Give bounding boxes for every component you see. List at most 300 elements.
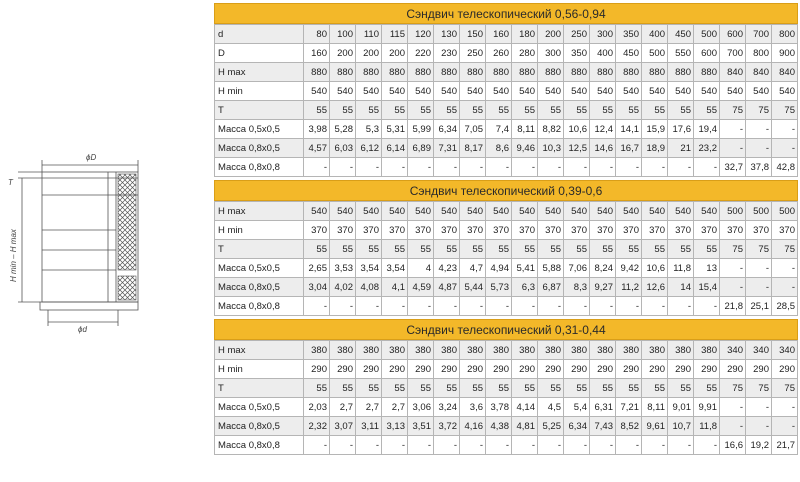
table-cell: 340 bbox=[772, 341, 798, 360]
table-cell: 700 bbox=[746, 25, 772, 44]
table-cell: 290 bbox=[720, 360, 746, 379]
table-cell: - bbox=[382, 158, 408, 177]
table-cell: 7,31 bbox=[434, 139, 460, 158]
table-cell: 16,7 bbox=[616, 139, 642, 158]
row-label: T bbox=[215, 379, 304, 398]
table-cell: 540 bbox=[460, 202, 486, 221]
table-cell: 55 bbox=[486, 101, 512, 120]
table-cell: 290 bbox=[330, 360, 356, 379]
table-cell: 6,89 bbox=[408, 139, 434, 158]
table-cell: - bbox=[694, 436, 720, 455]
table-cell: 7,21 bbox=[616, 398, 642, 417]
table-row bbox=[215, 25, 798, 44]
table-cell: 290 bbox=[356, 360, 382, 379]
table-cell: - bbox=[434, 297, 460, 316]
table-cell: 5,28 bbox=[330, 120, 356, 139]
table-cell: 3,53 bbox=[330, 259, 356, 278]
table-cell: - bbox=[746, 278, 772, 297]
table-cell: 8,82 bbox=[538, 120, 564, 139]
table-cell: 800 bbox=[772, 25, 798, 44]
table-cell: 75 bbox=[720, 379, 746, 398]
table-cell: 600 bbox=[694, 44, 720, 63]
table-cell: 370 bbox=[772, 221, 798, 240]
table-cell: 55 bbox=[642, 101, 668, 120]
table-cell: 55 bbox=[512, 240, 538, 259]
table-cell: 55 bbox=[434, 240, 460, 259]
table-cell: 3,72 bbox=[434, 417, 460, 436]
table-cell: 540 bbox=[616, 82, 642, 101]
table-cell: 880 bbox=[694, 63, 720, 82]
table-row bbox=[215, 379, 798, 398]
table-cell: 10,3 bbox=[538, 139, 564, 158]
table-cell: 300 bbox=[538, 44, 564, 63]
table-row bbox=[215, 139, 798, 158]
table-cell: 540 bbox=[642, 202, 668, 221]
table-cell: 18,9 bbox=[642, 139, 668, 158]
table-cell: - bbox=[460, 158, 486, 177]
table-row bbox=[215, 259, 798, 278]
table-cell: - bbox=[642, 436, 668, 455]
table-cell: 5,31 bbox=[382, 120, 408, 139]
table-cell: 260 bbox=[486, 44, 512, 63]
table-cell: 380 bbox=[668, 341, 694, 360]
row-label: d bbox=[215, 25, 304, 44]
table-cell: 55 bbox=[616, 101, 642, 120]
table-cell: 55 bbox=[642, 379, 668, 398]
table-cell: 14 bbox=[668, 278, 694, 297]
table-cell: 55 bbox=[330, 379, 356, 398]
table-cell: 3,98 bbox=[304, 120, 330, 139]
table-cell: 7,43 bbox=[590, 417, 616, 436]
table-cell: 75 bbox=[746, 240, 772, 259]
table-cell: 55 bbox=[434, 101, 460, 120]
table-cell: - bbox=[720, 278, 746, 297]
table-cell: 11,8 bbox=[668, 259, 694, 278]
table-cell: 540 bbox=[564, 82, 590, 101]
table-cell: 370 bbox=[720, 221, 746, 240]
table-cell: 380 bbox=[304, 341, 330, 360]
table-cell: 4,1 bbox=[382, 278, 408, 297]
row-label: H max bbox=[215, 202, 304, 221]
table-cell: 540 bbox=[304, 202, 330, 221]
spec-table bbox=[214, 340, 798, 455]
table-cell: 12,4 bbox=[590, 120, 616, 139]
table-cell: 290 bbox=[746, 360, 772, 379]
table-cell: 8,11 bbox=[512, 120, 538, 139]
table-cell: - bbox=[408, 436, 434, 455]
table-cell: 3,54 bbox=[356, 259, 382, 278]
table-row bbox=[215, 44, 798, 63]
table-cell: - bbox=[616, 158, 642, 177]
table-cell: 290 bbox=[460, 360, 486, 379]
table-row bbox=[215, 436, 798, 455]
table-cell: 5,73 bbox=[486, 278, 512, 297]
table-cell: 160 bbox=[304, 44, 330, 63]
table-cell: - bbox=[616, 436, 642, 455]
table-cell: 6,34 bbox=[564, 417, 590, 436]
table-cell: 75 bbox=[746, 101, 772, 120]
table-cell: 370 bbox=[460, 221, 486, 240]
table-cell: 380 bbox=[356, 341, 382, 360]
table-cell: 10,6 bbox=[564, 120, 590, 139]
table-cell: 540 bbox=[382, 202, 408, 221]
table-cell: - bbox=[434, 436, 460, 455]
table-cell: 400 bbox=[642, 25, 668, 44]
table-cell: - bbox=[772, 417, 798, 436]
table-cell: 290 bbox=[304, 360, 330, 379]
table-cell: 200 bbox=[356, 44, 382, 63]
table-cell: 540 bbox=[382, 82, 408, 101]
table-cell: 230 bbox=[434, 44, 460, 63]
table-cell: 160 bbox=[486, 25, 512, 44]
table-cell: - bbox=[538, 158, 564, 177]
table-cell: - bbox=[720, 139, 746, 158]
table-cell: 8,11 bbox=[642, 398, 668, 417]
table-cell: - bbox=[382, 297, 408, 316]
row-label: H min bbox=[215, 360, 304, 379]
table-cell: - bbox=[330, 297, 356, 316]
table-cell: 540 bbox=[330, 82, 356, 101]
table-cell: 200 bbox=[330, 44, 356, 63]
table-cell: 4,57 bbox=[304, 139, 330, 158]
table-cell: 370 bbox=[486, 221, 512, 240]
table-cell: 370 bbox=[330, 221, 356, 240]
dim-H-label: H min – H max bbox=[9, 229, 18, 282]
row-label: H max bbox=[215, 341, 304, 360]
table-cell: 290 bbox=[590, 360, 616, 379]
table-cell: 800 bbox=[746, 44, 772, 63]
table-cell: - bbox=[356, 436, 382, 455]
table-cell: 14,1 bbox=[616, 120, 642, 139]
table-cell: 380 bbox=[460, 341, 486, 360]
table-cell: 3,07 bbox=[330, 417, 356, 436]
table-cell: - bbox=[564, 436, 590, 455]
table-cell: 55 bbox=[460, 101, 486, 120]
table-cell: - bbox=[512, 297, 538, 316]
table-cell: 5,4 bbox=[564, 398, 590, 417]
table-cell: 380 bbox=[538, 341, 564, 360]
table-cell: 3,51 bbox=[408, 417, 434, 436]
table-cell: 290 bbox=[772, 360, 798, 379]
table-cell: 13 bbox=[694, 259, 720, 278]
table-cell: 370 bbox=[434, 221, 460, 240]
table-cell: 290 bbox=[434, 360, 460, 379]
table-cell: 75 bbox=[772, 379, 798, 398]
table-cell: 75 bbox=[772, 240, 798, 259]
table-cell: 290 bbox=[616, 360, 642, 379]
table-cell: 400 bbox=[590, 44, 616, 63]
table-cell: 370 bbox=[642, 221, 668, 240]
table-cell: 55 bbox=[382, 101, 408, 120]
table-cell: 220 bbox=[408, 44, 434, 63]
table-cell: 23,2 bbox=[694, 139, 720, 158]
table-cell: 9,91 bbox=[694, 398, 720, 417]
table-cell: 8,24 bbox=[590, 259, 616, 278]
table-cell: 32,7 bbox=[720, 158, 746, 177]
table-cell: 5,88 bbox=[538, 259, 564, 278]
table-cell: 290 bbox=[512, 360, 538, 379]
table-cell: 250 bbox=[460, 44, 486, 63]
table-cell: - bbox=[720, 259, 746, 278]
table-cell: 9,61 bbox=[642, 417, 668, 436]
table-cell: 130 bbox=[434, 25, 460, 44]
table-cell: 25,1 bbox=[746, 297, 772, 316]
table-cell: - bbox=[616, 297, 642, 316]
table-cell: 9,01 bbox=[668, 398, 694, 417]
table-cell: 880 bbox=[538, 63, 564, 82]
table-cell: 540 bbox=[512, 82, 538, 101]
table-cell: 8,52 bbox=[616, 417, 642, 436]
table-row bbox=[215, 278, 798, 297]
table-cell: 8,3 bbox=[564, 278, 590, 297]
table-cell: - bbox=[330, 436, 356, 455]
dim-D-label: ϕD bbox=[86, 153, 97, 162]
table-cell: 5,41 bbox=[512, 259, 538, 278]
table-cell: 6,3 bbox=[512, 278, 538, 297]
table-cell: 12,6 bbox=[642, 278, 668, 297]
table-cell: 380 bbox=[434, 341, 460, 360]
table-cell: 4,14 bbox=[512, 398, 538, 417]
table-cell: 880 bbox=[564, 63, 590, 82]
table-cell: 2,7 bbox=[382, 398, 408, 417]
table-cell: - bbox=[356, 158, 382, 177]
row-label: Масса 0,8х0,5 bbox=[215, 139, 304, 158]
table-cell: - bbox=[590, 297, 616, 316]
table-cell: 840 bbox=[746, 63, 772, 82]
table-cell: 7,06 bbox=[564, 259, 590, 278]
table-cell: 380 bbox=[382, 341, 408, 360]
table-cell: 55 bbox=[382, 379, 408, 398]
table-cell: 540 bbox=[304, 82, 330, 101]
table-cell: 290 bbox=[564, 360, 590, 379]
table-cell: - bbox=[746, 417, 772, 436]
table-cell: 55 bbox=[382, 240, 408, 259]
table-cell: 370 bbox=[590, 221, 616, 240]
row-label: Масса 0,8х0,5 bbox=[215, 278, 304, 297]
table-cell: 880 bbox=[330, 63, 356, 82]
table-cell: 2,03 bbox=[304, 398, 330, 417]
table-cell: 75 bbox=[720, 101, 746, 120]
table-cell: 9,46 bbox=[512, 139, 538, 158]
table-cell: 3,6 bbox=[460, 398, 486, 417]
table-cell: 500 bbox=[772, 202, 798, 221]
table-cell: 55 bbox=[538, 101, 564, 120]
table-cell: 6,12 bbox=[356, 139, 382, 158]
table-cell: 21 bbox=[668, 139, 694, 158]
table-cell: 340 bbox=[720, 341, 746, 360]
section-title: Сэндвич телескопический 0,31-0,44 bbox=[214, 319, 798, 340]
table-cell: - bbox=[486, 297, 512, 316]
table-cell: - bbox=[304, 436, 330, 455]
table-cell: - bbox=[330, 158, 356, 177]
table-cell: 5,44 bbox=[460, 278, 486, 297]
table-cell: 75 bbox=[746, 379, 772, 398]
table-cell: 880 bbox=[590, 63, 616, 82]
table-cell: - bbox=[668, 297, 694, 316]
table-cell: - bbox=[382, 436, 408, 455]
table-cell: 500 bbox=[694, 25, 720, 44]
spec-table bbox=[214, 24, 798, 177]
table-cell: - bbox=[746, 259, 772, 278]
table-cell: - bbox=[538, 436, 564, 455]
table-cell: 540 bbox=[460, 82, 486, 101]
table-cell: 540 bbox=[486, 202, 512, 221]
table-cell: - bbox=[460, 297, 486, 316]
table-cell: 75 bbox=[720, 240, 746, 259]
table-cell: 2,32 bbox=[304, 417, 330, 436]
table-row bbox=[215, 398, 798, 417]
table-row bbox=[215, 240, 798, 259]
table-cell: - bbox=[642, 158, 668, 177]
table-cell: 55 bbox=[616, 379, 642, 398]
table-cell: 4,81 bbox=[512, 417, 538, 436]
table-cell: 55 bbox=[512, 101, 538, 120]
table-cell: 540 bbox=[538, 82, 564, 101]
table-cell: 55 bbox=[434, 379, 460, 398]
table-cell: 6,03 bbox=[330, 139, 356, 158]
table-cell: 55 bbox=[564, 240, 590, 259]
table-cell: 540 bbox=[668, 202, 694, 221]
table-cell: 55 bbox=[590, 379, 616, 398]
table-cell: 10,6 bbox=[642, 259, 668, 278]
table-cell: 370 bbox=[512, 221, 538, 240]
table-cell: 55 bbox=[668, 379, 694, 398]
table-cell: 55 bbox=[408, 379, 434, 398]
table-cell: 55 bbox=[564, 379, 590, 398]
table-cell: 3,06 bbox=[408, 398, 434, 417]
table-cell: 350 bbox=[616, 25, 642, 44]
table-cell: 370 bbox=[694, 221, 720, 240]
table-cell: - bbox=[694, 158, 720, 177]
table-cell: 5,25 bbox=[538, 417, 564, 436]
table-cell: - bbox=[564, 297, 590, 316]
table-cell: 370 bbox=[616, 221, 642, 240]
table-cell: 55 bbox=[564, 101, 590, 120]
table-cell: 150 bbox=[460, 25, 486, 44]
table-cell: - bbox=[720, 398, 746, 417]
table-cell: 880 bbox=[642, 63, 668, 82]
table-cell: - bbox=[746, 139, 772, 158]
table-cell: 540 bbox=[434, 82, 460, 101]
table-cell: 4,7 bbox=[460, 259, 486, 278]
row-label: T bbox=[215, 240, 304, 259]
table-cell: 3,04 bbox=[304, 278, 330, 297]
table-cell: 880 bbox=[434, 63, 460, 82]
table-cell: 880 bbox=[304, 63, 330, 82]
table-row bbox=[215, 63, 798, 82]
table-cell: 250 bbox=[564, 25, 590, 44]
table-cell: 540 bbox=[356, 202, 382, 221]
table-cell: 28,5 bbox=[772, 297, 798, 316]
table-cell: 16,6 bbox=[720, 436, 746, 455]
table-cell: 3,78 bbox=[486, 398, 512, 417]
table-cell: 290 bbox=[538, 360, 564, 379]
table-cell: 380 bbox=[642, 341, 668, 360]
table-cell: 3,11 bbox=[356, 417, 382, 436]
table-cell: 180 bbox=[512, 25, 538, 44]
table-row bbox=[215, 82, 798, 101]
table-cell: 55 bbox=[356, 240, 382, 259]
table-cell: 540 bbox=[538, 202, 564, 221]
table-cell: - bbox=[512, 436, 538, 455]
table-cell: 11,8 bbox=[694, 417, 720, 436]
table-cell: - bbox=[486, 158, 512, 177]
table-cell: 540 bbox=[720, 82, 746, 101]
table-cell: - bbox=[486, 436, 512, 455]
table-cell: 55 bbox=[486, 240, 512, 259]
table-cell: 880 bbox=[460, 63, 486, 82]
table-cell: 4 bbox=[408, 259, 434, 278]
table-cell: 540 bbox=[694, 82, 720, 101]
table-cell: 880 bbox=[512, 63, 538, 82]
table-cell: 55 bbox=[590, 240, 616, 259]
table-cell: 370 bbox=[564, 221, 590, 240]
table-cell: 200 bbox=[382, 44, 408, 63]
table-cell: 55 bbox=[616, 240, 642, 259]
table-cell: 75 bbox=[772, 101, 798, 120]
table-cell: 380 bbox=[616, 341, 642, 360]
row-label: H max bbox=[215, 63, 304, 82]
table-cell: 55 bbox=[408, 240, 434, 259]
table-cell: 80 bbox=[304, 25, 330, 44]
row-label: H min bbox=[215, 221, 304, 240]
table-cell: 3,54 bbox=[382, 259, 408, 278]
table-cell: 370 bbox=[408, 221, 434, 240]
table-row bbox=[215, 341, 798, 360]
spec-table bbox=[214, 201, 798, 316]
table-cell: 9,27 bbox=[590, 278, 616, 297]
table-cell: 300 bbox=[590, 25, 616, 44]
table-cell: 55 bbox=[356, 101, 382, 120]
table-cell: 290 bbox=[382, 360, 408, 379]
row-label: Масса 0,8х0,5 bbox=[215, 417, 304, 436]
table-cell: 370 bbox=[382, 221, 408, 240]
table-cell: 900 bbox=[772, 44, 798, 63]
row-label: Масса 0,5х0,5 bbox=[215, 398, 304, 417]
table-cell: - bbox=[356, 297, 382, 316]
table-cell: 450 bbox=[616, 44, 642, 63]
table-row bbox=[215, 120, 798, 139]
table-cell: 540 bbox=[642, 82, 668, 101]
table-cell: - bbox=[668, 436, 694, 455]
table-cell: 55 bbox=[486, 379, 512, 398]
row-label: T bbox=[215, 101, 304, 120]
row-label: Масса 0,8х0,8 bbox=[215, 158, 304, 177]
table-cell: 55 bbox=[668, 101, 694, 120]
table-row bbox=[215, 101, 798, 120]
table-cell: 290 bbox=[694, 360, 720, 379]
table-cell: 380 bbox=[694, 341, 720, 360]
table-cell: 540 bbox=[512, 202, 538, 221]
table-cell: 5,99 bbox=[408, 120, 434, 139]
table-cell: 3,24 bbox=[434, 398, 460, 417]
table-cell: - bbox=[668, 158, 694, 177]
table-cell: 840 bbox=[772, 63, 798, 82]
table-cell: - bbox=[772, 139, 798, 158]
table-cell: 55 bbox=[694, 379, 720, 398]
table-cell: - bbox=[772, 278, 798, 297]
table-cell: 115 bbox=[382, 25, 408, 44]
table-cell: 3,13 bbox=[382, 417, 408, 436]
table-cell: 100 bbox=[330, 25, 356, 44]
row-label: Масса 0,5х0,5 bbox=[215, 120, 304, 139]
row-label: H min bbox=[215, 82, 304, 101]
table-cell: 55 bbox=[668, 240, 694, 259]
table-cell: 55 bbox=[590, 101, 616, 120]
table-cell: - bbox=[772, 259, 798, 278]
table-cell: 2,7 bbox=[356, 398, 382, 417]
table-cell: 350 bbox=[564, 44, 590, 63]
